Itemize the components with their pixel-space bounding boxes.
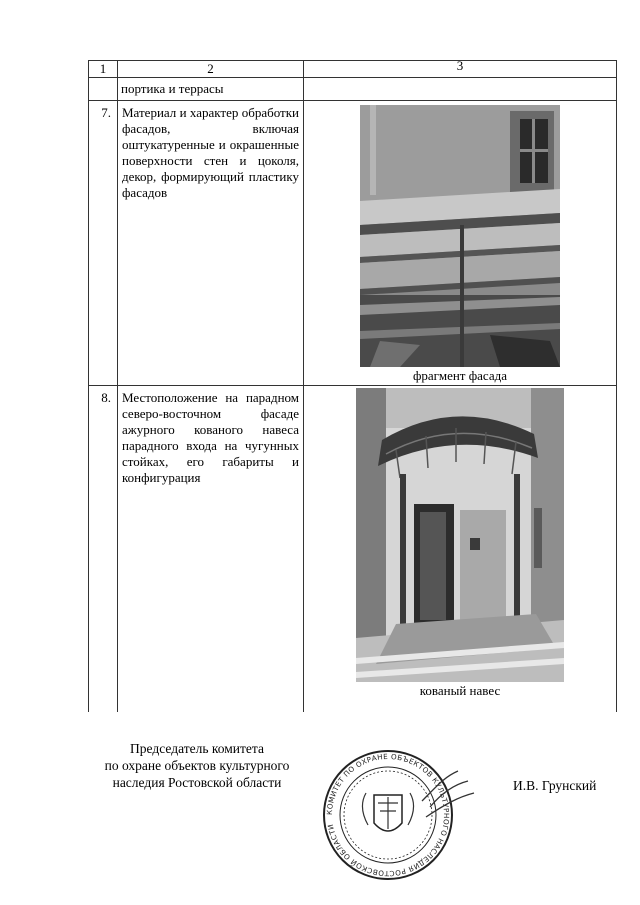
row-description: Местоположение на парадном северо-восточном фасаде ажурного кованого навеса парадного входа на чугунных стойках, его габариты и конфигурация	[118, 386, 304, 713]
signatory-title-line: наследия Ростовской области	[112, 775, 282, 790]
row-description: Материал и характер обработки фасадов, включая оштукатуренные и окрашенные поверхности стен и цоколя, декор, формирующий пластику фасадов	[118, 101, 304, 386]
header-col-1: 1	[89, 61, 118, 78]
table-header-row	[89, 61, 617, 78]
header-col-2: 2	[118, 61, 304, 78]
image-caption: кованый навес	[419, 683, 501, 698]
signatory-title	[82, 740, 312, 791]
signature-block	[0, 740, 640, 900]
header-col-3: 3	[304, 61, 617, 78]
signatory-title-line: Председатель комитета	[130, 741, 264, 756]
signatory-name: И.В. Грунский	[513, 778, 597, 793]
row-number: 8.	[89, 386, 118, 713]
document-table	[88, 60, 617, 712]
row-number: 7.	[89, 101, 118, 386]
forged-canopy-photo	[356, 388, 564, 682]
svg-text:КОМИТЕТ ПО ОХРАНЕ ОБЪЕКТОВ КУЛ: КОМИТЕТ ПО ОХРАНЕ ОБЪЕКТОВ КУЛЬТУРНОГО НАСЛЕДИЯ РОСТОВСКОЙ ОБЛАСТИ	[324, 751, 452, 879]
continuation-text: портика и террасы	[121, 81, 224, 96]
table-row	[89, 386, 617, 713]
signatory-title-line: по охране объектов культурного	[104, 758, 290, 773]
table-row	[89, 101, 617, 386]
continuation-row	[89, 78, 617, 101]
official-stamp	[318, 747, 478, 887]
image-caption: фрагмент фасада	[412, 368, 507, 383]
facade-fragment-photo	[360, 105, 560, 367]
